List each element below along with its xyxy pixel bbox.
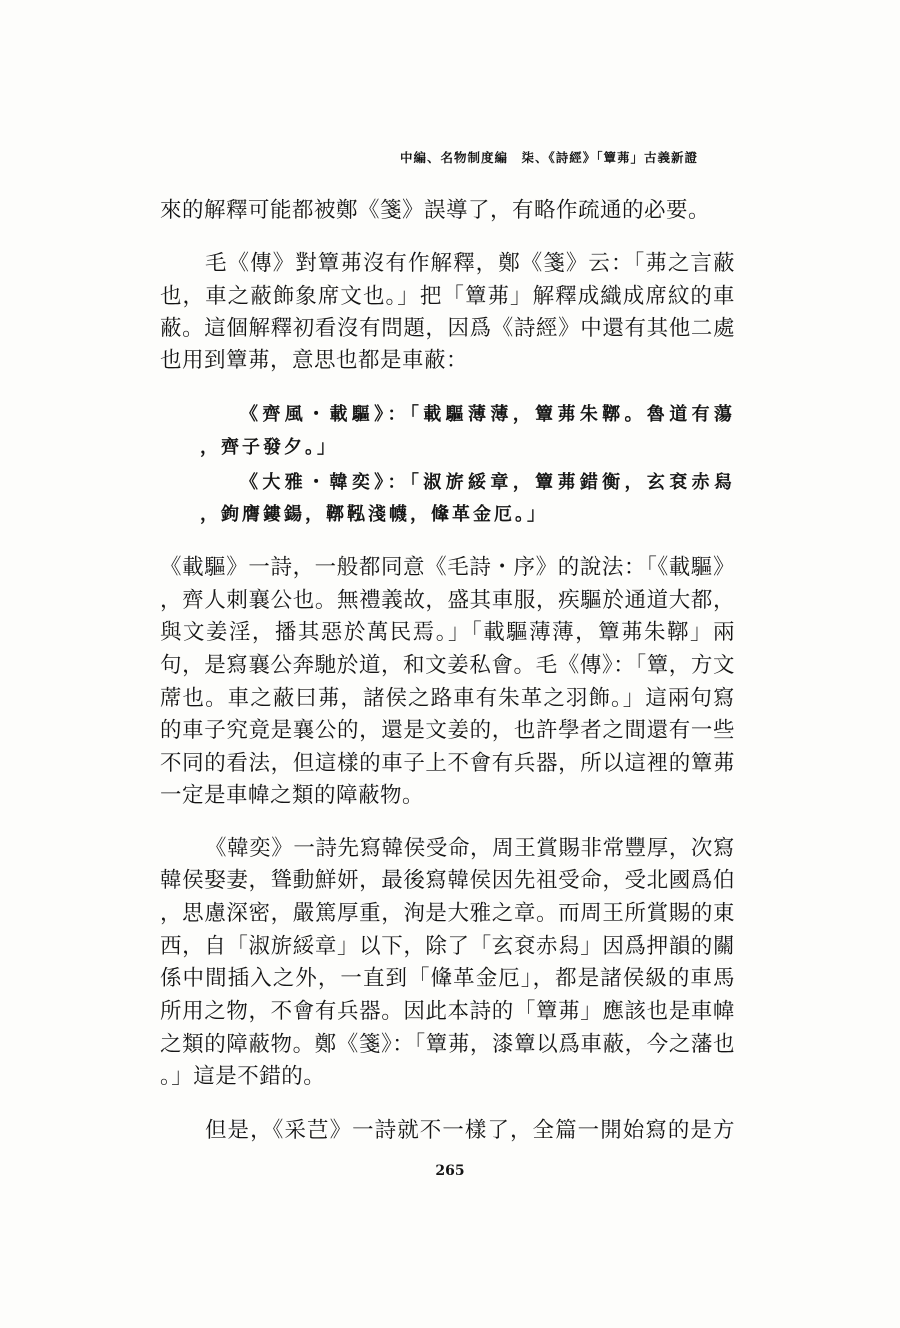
body-line: 來的解釋可能都被鄭《箋》誤導了，有略作疏通的必要。 [160, 198, 711, 223]
body-line: 所用之物，不會有兵器。因此本詩的「簟茀」應該也是車幃 [160, 999, 735, 1024]
body-line: 韓侯娶妻，聳動鮮妍，最後寫韓侯因先祖受命，受北國爲伯 [160, 868, 735, 893]
body-line: 也用到簟茀，意思也都是車蔽： [160, 348, 469, 373]
body-line: 蓆也。車之蔽曰茀，諸侯之路車有朱革之羽飾。」這兩句寫 [160, 686, 735, 711]
body-line: 句，是寫襄公奔馳於道，和文姜私會。毛《傳》：「簟，方文 [160, 653, 735, 678]
body-line: 毛《傳》對簟茀沒有作解釋，鄭《箋》云：「茀之言蔽 [205, 251, 735, 276]
body-line: 不同的看法，但這樣的車子上不會有兵器，所以這裡的簟茀 [160, 751, 735, 776]
body-line: 《載驅》一詩，一般都同意《毛詩・序》的說法：「《載驅》 [160, 555, 735, 580]
body-line: 係中間插入之外，一直到「鞗革金厄」，都是諸侯級的車馬 [160, 966, 735, 991]
body-line: 也，車之蔽飾象席文也。」把「簟茀」解釋成織成席紋的車 [160, 284, 735, 309]
body-line: 《韓奕》一詩先寫韓侯受命，周王賞賜非常豐厚，次寫 [205, 836, 735, 861]
running-header: 中編、名物制度編 柒、《詩經》「簟茀」古義新證 [400, 150, 699, 165]
body-line: ，思慮深密，嚴篤厚重，洵是大雅之章。而周王所賞賜的東 [160, 901, 735, 926]
quote-line: 《齊風・載驅》：「載驅薄薄，簟茀朱鞹。魯道有蕩 [240, 404, 735, 425]
body-line: 一定是車幃之類的障蔽物。 [160, 783, 425, 808]
page-number: 265 [435, 1163, 465, 1179]
body-line: 。」這是不錯的。 [160, 1064, 326, 1089]
quote-line: ，齊子發夕。」 [200, 437, 338, 458]
body-line: 但是，《采芑》一詩就不一樣了，全篇一開始寫的是方 [205, 1118, 735, 1143]
quote-line: ，鉤膺鏤鍚，鞹鞃淺幭，鞗革金厄。」 [200, 504, 548, 525]
quote-line: 《大雅・韓奕》：「淑旂綏章，簟茀錯衡，玄袞赤舄 [240, 472, 735, 493]
body-line: 之類的障蔽物。鄭《箋》：「簟茀，漆簟以爲車蔽，今之藩也 [160, 1032, 735, 1057]
body-line: ，齊人刺襄公也。無禮義故，盛其車服，疾驅於通道大都， [160, 588, 735, 613]
body-line: 蔽。這個解釋初看沒有問題，因爲《詩經》中還有其他二處 [160, 316, 735, 341]
body-line: 與文姜淫，播其惡於萬民焉。」「載驅薄薄，簟茀朱鞹」兩 [160, 620, 735, 645]
body-line: 的車子究竟是襄公的，還是文姜的，也許學者之間還有一些 [160, 718, 735, 743]
body-line: 西，自「淑旂綏章」以下，除了「玄袞赤舄」因爲押韻的關 [160, 934, 735, 959]
